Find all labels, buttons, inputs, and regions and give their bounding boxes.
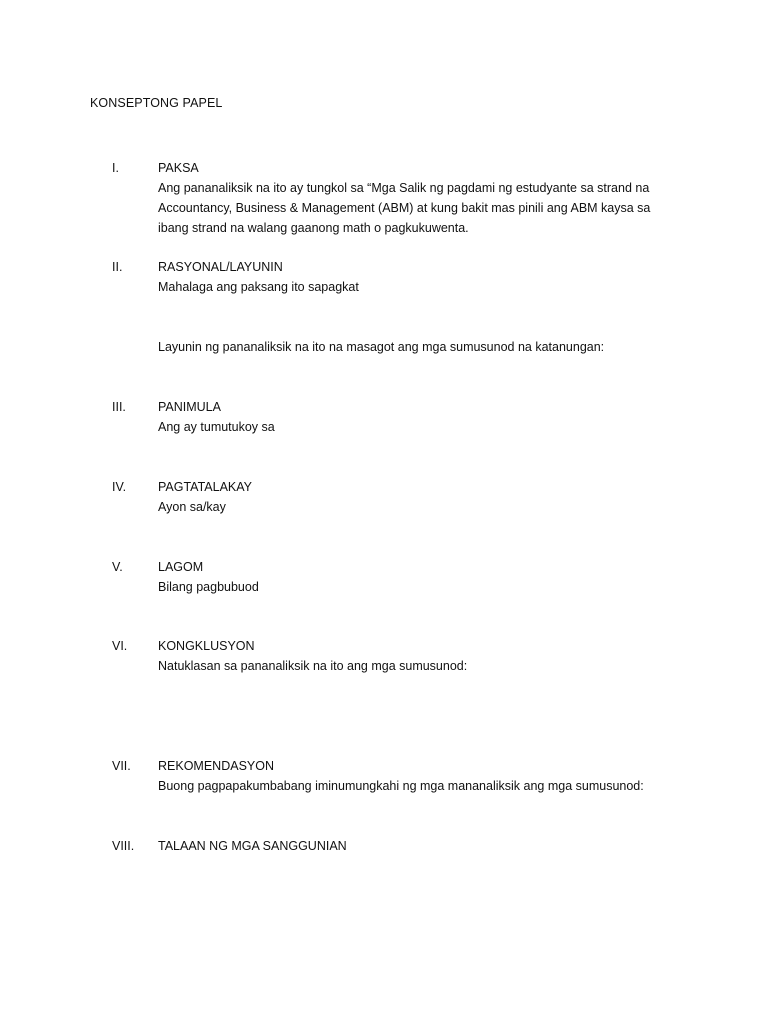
section-number: I. [112, 161, 119, 175]
section-text-line: Bilang pagbubuod [158, 580, 259, 594]
section-number: VI. [112, 639, 128, 653]
section-text-line: Ang ay tumutukoy sa [158, 420, 275, 434]
document-title: KONSEPTONG PAPEL [90, 96, 223, 110]
section-text-line: Ang pananaliksik na ito ay tungkol sa “Mga Salik ng pagdami ng estudyante sa strand na [158, 181, 650, 195]
section-heading: PANIMULA [158, 400, 221, 414]
section-heading: TALAAN NG MGA SANGGUNIAN [158, 839, 347, 853]
section-number: VII. [112, 759, 131, 773]
section-body [158, 158, 668, 238]
section-heading: RASYONAL/LAYUNIN [158, 260, 283, 274]
section-body [158, 477, 668, 517]
section-body [158, 836, 668, 856]
section-body [158, 557, 668, 597]
section-body [158, 756, 668, 796]
section-text-line: Buong pagpapakumbabang iminumungkahi ng mga mananaliksik ang mga sumusunod: [158, 779, 644, 793]
section-text-line: Ayon sa/kay [158, 500, 226, 514]
section-body [158, 397, 668, 437]
section-heading: PAKSA [158, 161, 199, 175]
section-number: III. [112, 400, 126, 414]
section-number: II. [112, 260, 123, 274]
layunin-text: Layunin ng pananaliksik na ito na masagot ang mga sumusunod na katanungan: [158, 340, 605, 354]
section-text-line: Accountancy, Business & Management (ABM) at kung bakit mas pinili ang ABM kaysa sa [158, 201, 651, 215]
section-number: IV. [112, 480, 127, 494]
section-heading: REKOMENDASYON [158, 759, 274, 773]
section-number: V. [112, 560, 123, 574]
section-body [158, 257, 668, 297]
section-heading: KONGKLUSYON [158, 639, 255, 653]
section-heading: PAGTATALAKAY [158, 480, 253, 494]
section-text-line: Natuklasan sa pananaliksik na ito ang mga sumusunod: [158, 659, 468, 673]
section-text-line: ibang strand na walang gaanong math o pagkukuwenta. [158, 221, 469, 235]
section-body [158, 636, 668, 676]
section-heading: LAGOM [158, 560, 204, 574]
section-text-line: Mahalaga ang paksang ito sapagkat [158, 280, 359, 294]
section-number: VIII. [112, 839, 135, 853]
